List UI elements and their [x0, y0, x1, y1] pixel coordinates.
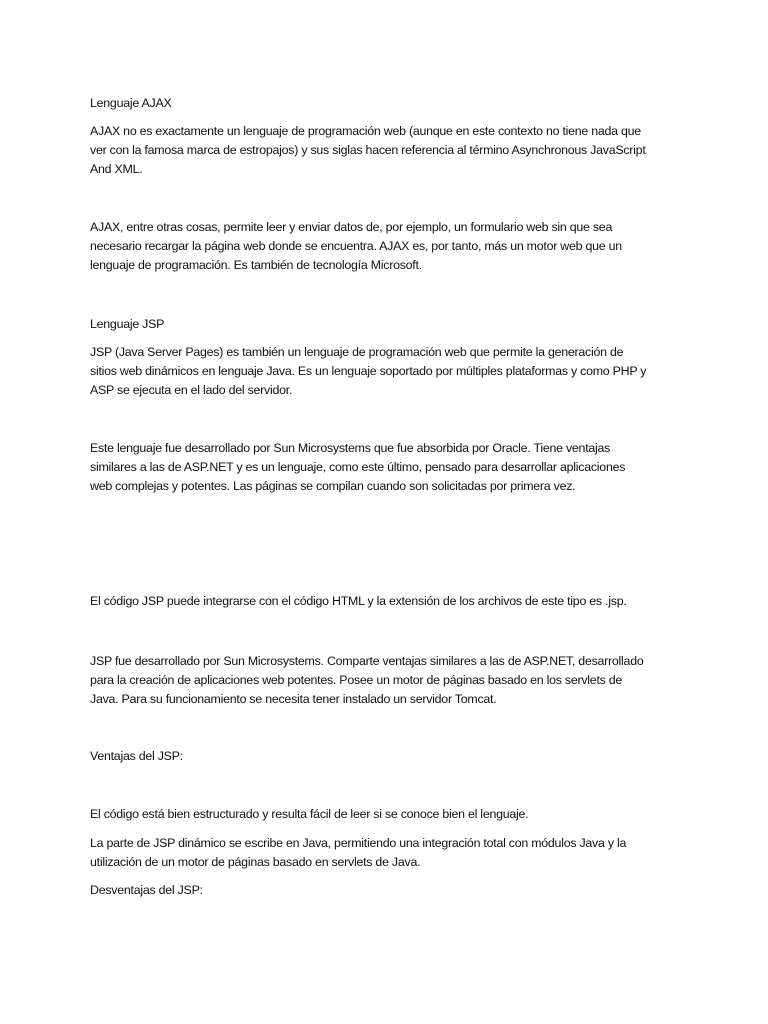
- text-line: AJAX no es exactamente un lenguaje de programación web (aunque en este contexto no tiene nada que: [90, 124, 641, 138]
- paragraph-jsp-history: [90, 439, 690, 497]
- paragraph-jsp-intro: [90, 343, 690, 401]
- text-line: Este lenguaje fue desarrollado por Sun Microsystems que fue absorbida por Oracle. Tiene ventajas: [90, 441, 611, 455]
- paragraph-ajax-detail: [90, 218, 690, 276]
- text-line: JSP fue desarrollado por Sun Microsystems. Comparte ventajas similares a las de ASP.NET, desarrollado: [90, 654, 644, 668]
- heading-desventajas-jsp: [90, 881, 690, 900]
- text-line: Ventajas del JSP:: [90, 749, 183, 763]
- paragraph-ventaja-1: [90, 805, 690, 824]
- text-line: Desventajas del JSP:: [90, 883, 203, 897]
- heading-lenguaje-jsp: [90, 315, 690, 334]
- text-line: ver con la famosa marca de estropajos) y sus siglas hacen referencia al término Asynchronous JavaScript: [90, 143, 646, 158]
- text-line: ASP se ejecuta en el lado del servidor.: [90, 383, 293, 398]
- text-line: web complejas y potentes. Las páginas se compilan cuando son solicitadas por primera vez.: [90, 479, 576, 494]
- text-line: sitios web dinámicos en lenguaje Java. Es un lenguaje soportado por múltiples plataformas y como PHP y: [90, 364, 647, 379]
- paragraph-jsp-sun: [90, 652, 690, 710]
- heading-lenguaje-ajax: [90, 94, 690, 113]
- text-line: El código JSP puede integrarse con el código HTML y la extensión de los archivos de este tipo es .jsp.: [90, 594, 627, 608]
- text-line: La parte de JSP dinámico se escribe en Java, permitiendo una integración total con módulos Java y la: [90, 836, 627, 850]
- text-line: El código está bien estructurado y resulta fácil de leer si se conoce bien el lenguaje.: [90, 807, 529, 821]
- text-line: JSP (Java Server Pages) es también un lenguaje de programación web que permite la generación de: [90, 345, 624, 359]
- text-line: necesario recargar la página web donde se encuentra. AJAX es, por tanto, más un motor web que un: [90, 239, 622, 254]
- text-line: para la creación de aplicaciones web potentes. Posee un motor de páginas basado en los servlets de: [90, 673, 623, 688]
- paragraph-ventaja-2: [90, 834, 690, 872]
- heading-ventajas-jsp: [90, 747, 690, 766]
- paragraph-jsp-html: [90, 592, 690, 611]
- text-line: Java. Para su funcionamiento se necesita tener instalado un servidor Tomcat.: [90, 692, 497, 707]
- text-line: And XML.: [90, 162, 143, 177]
- text-line: lenguaje de programación. Es también de tecnología Microsoft.: [90, 258, 422, 273]
- text-line: Lenguaje AJAX: [90, 96, 172, 110]
- paragraph-ajax-intro: [90, 122, 690, 180]
- text-line: utilización de un motor de páginas basado en servlets de Java.: [90, 855, 421, 870]
- text-line: similares a las de ASP.NET y es un lenguaje, como este último, pensado para desarrollar aplicaciones: [90, 460, 626, 475]
- text-line: Lenguaje JSP: [90, 317, 165, 331]
- text-line: AJAX, entre otras cosas, permite leer y enviar datos de, por ejemplo, un formulario web sin que sea: [90, 220, 613, 234]
